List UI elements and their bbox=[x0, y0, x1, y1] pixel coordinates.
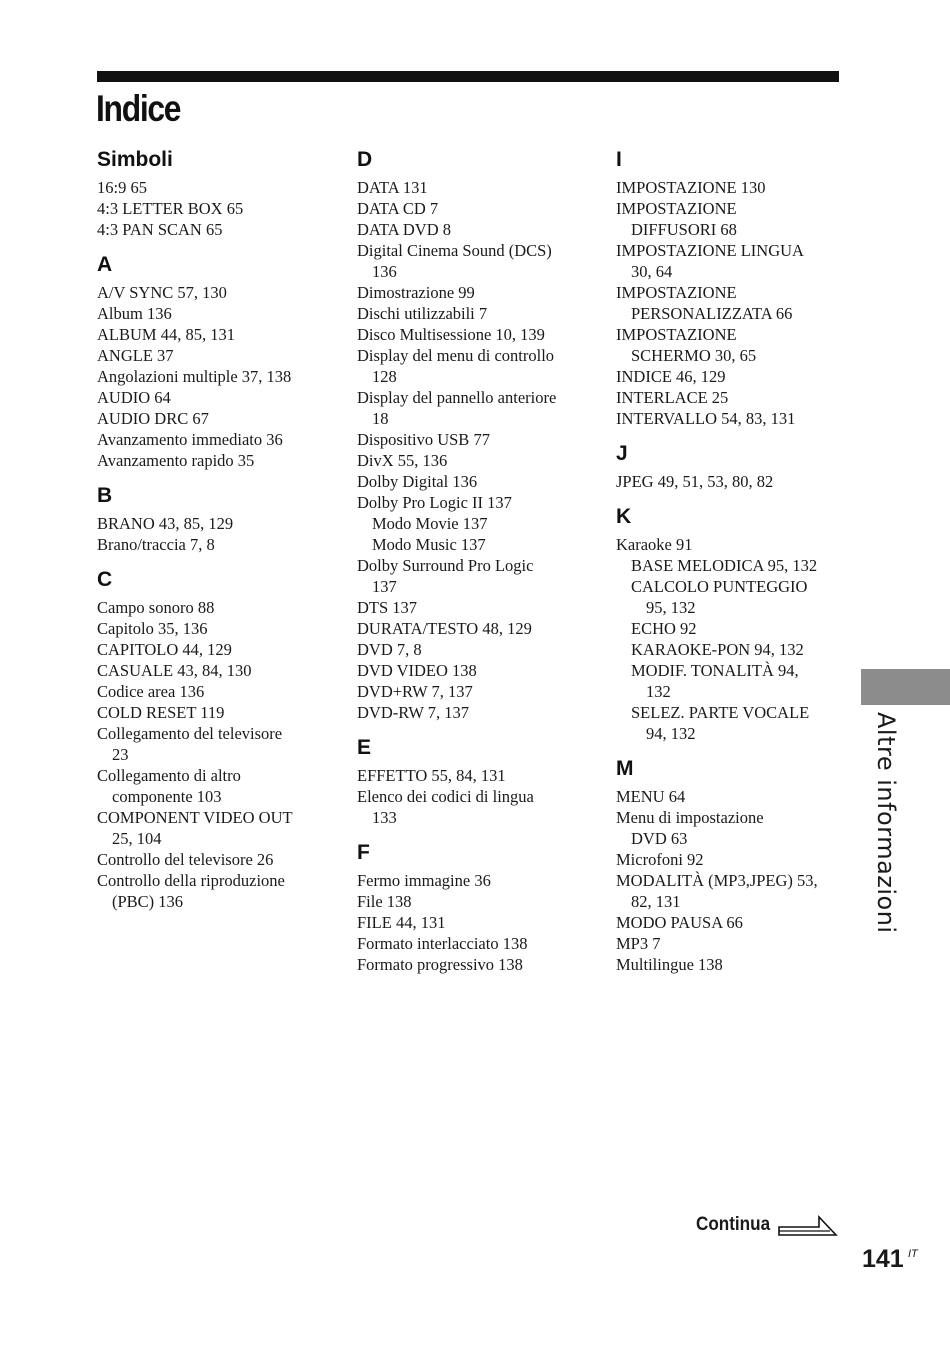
section-heading: B bbox=[97, 484, 113, 507]
section-heading: I bbox=[616, 148, 622, 171]
index-entry: Dolby Digital 136 bbox=[357, 472, 478, 491]
index-section bbox=[97, 145, 337, 240]
index-entry: Campo sonoro 88 bbox=[97, 598, 215, 617]
index-entry: 16:9 65 bbox=[97, 178, 147, 197]
index-column-1 bbox=[97, 145, 337, 912]
index-entry: AUDIO DRC 67 bbox=[97, 409, 209, 428]
index-entry: DivX 55, 136 bbox=[357, 451, 448, 470]
index-entry: 136 bbox=[372, 262, 397, 281]
index-entry: DATA 131 bbox=[357, 178, 428, 197]
index-entry: Capitolo 35, 136 bbox=[97, 619, 208, 638]
section-heading: K bbox=[616, 505, 632, 528]
index-section bbox=[616, 439, 856, 492]
index-entry: Angolazioni multiple 37, 138 bbox=[97, 367, 292, 386]
index-entry: MODALITÀ (MP3,JPEG) 53, bbox=[616, 871, 818, 890]
index-entry: MENU 64 bbox=[616, 787, 686, 806]
index-entry: INTERVALLO 54, 83, 131 bbox=[616, 409, 796, 428]
page-title: Indice bbox=[96, 88, 181, 129]
index-entry: CAPITOLO 44, 129 bbox=[97, 640, 232, 659]
index-column-3 bbox=[616, 145, 856, 975]
index-section bbox=[616, 145, 856, 429]
index-entry: Codice area 136 bbox=[97, 682, 205, 701]
index-entry: Dolby Pro Logic II 137 bbox=[357, 493, 512, 512]
index-entry: MP3 7 bbox=[616, 934, 661, 953]
index-entry: Collegamento di altro bbox=[97, 766, 241, 785]
index-section bbox=[97, 250, 337, 471]
index-entry: 4:3 LETTER BOX 65 bbox=[97, 199, 244, 218]
index-entry: IMPOSTAZIONE bbox=[616, 325, 737, 344]
section-heading: J bbox=[616, 442, 628, 465]
index-entry: Karaoke 91 bbox=[616, 535, 693, 554]
index-entry: COMPONENT VIDEO OUT bbox=[97, 808, 293, 827]
index-entry: INTERLACE 25 bbox=[616, 388, 729, 407]
index-entry: IMPOSTAZIONE LINGUA bbox=[616, 241, 804, 260]
index-entry: Formato progressivo 138 bbox=[357, 955, 523, 974]
index-entry: Album 136 bbox=[97, 304, 172, 323]
index-entry: FILE 44, 131 bbox=[357, 913, 446, 932]
index-entry: Fermo immagine 36 bbox=[357, 871, 491, 890]
index-entry: Display del menu di controllo bbox=[357, 346, 555, 365]
index-entry: Collegamento del televisore bbox=[97, 724, 283, 743]
index-entry: Formato interlacciato 138 bbox=[357, 934, 528, 953]
index-entry: 133 bbox=[372, 808, 397, 827]
page-language-suffix: IT bbox=[908, 1248, 918, 1260]
side-tab-marker bbox=[861, 669, 950, 705]
index-entry: (PBC) 136 bbox=[112, 892, 184, 911]
section-heading: D bbox=[357, 148, 373, 171]
index-entry: Modo Music 137 bbox=[372, 535, 486, 554]
index-entry: componente 103 bbox=[112, 787, 222, 806]
index-entry: ANGLE 37 bbox=[97, 346, 174, 365]
index-entry: IMPOSTAZIONE 130 bbox=[616, 178, 766, 197]
section-heading: E bbox=[357, 736, 372, 759]
section-heading: F bbox=[357, 841, 370, 864]
index-entry: Multilingue 138 bbox=[616, 955, 723, 974]
index-entry: DIFFUSORI 68 bbox=[631, 220, 737, 239]
index-entry: Disco Multisessione 10, 139 bbox=[357, 325, 545, 344]
index-entry: MODO PAUSA 66 bbox=[616, 913, 743, 932]
index-entry: 25, 104 bbox=[112, 829, 162, 848]
index-entry: Modo Movie 137 bbox=[372, 514, 488, 533]
index-entry: AUDIO 64 bbox=[97, 388, 171, 407]
index-section bbox=[357, 733, 597, 828]
index-entry: Controllo della riproduzione bbox=[97, 871, 285, 890]
index-entry: Digital Cinema Sound (DCS) bbox=[357, 241, 552, 260]
index-entry: IMPOSTAZIONE bbox=[616, 199, 737, 218]
index-entry: 23 bbox=[112, 745, 129, 764]
index-entry: KARAOKE-PON 94, 132 bbox=[631, 640, 804, 659]
index-entry: Brano/traccia 7, 8 bbox=[97, 535, 215, 554]
index-entry: Display del pannello anteriore bbox=[357, 388, 557, 407]
index-entry: IMPOSTAZIONE bbox=[616, 283, 737, 302]
index-section bbox=[357, 838, 597, 975]
index-section bbox=[616, 502, 856, 744]
index-entry: INDICE 46, 129 bbox=[616, 367, 726, 386]
index-entry: DVD-RW 7, 137 bbox=[357, 703, 469, 722]
continue-arrow-icon bbox=[778, 1214, 838, 1238]
page-number: 141 bbox=[862, 1245, 904, 1273]
index-entry: DATA DVD 8 bbox=[357, 220, 452, 239]
index-entry: 95, 132 bbox=[646, 598, 696, 617]
index-section bbox=[97, 565, 337, 912]
index-entry: 18 bbox=[372, 409, 389, 428]
index-entry: DTS 137 bbox=[357, 598, 418, 617]
index-entry: 132 bbox=[646, 682, 671, 701]
section-heading: A bbox=[97, 253, 113, 276]
index-entry: CASUALE 43, 84, 130 bbox=[97, 661, 252, 680]
index-entry: COLD RESET 119 bbox=[97, 703, 225, 722]
index-entry: A/V SYNC 57, 130 bbox=[97, 283, 227, 302]
index-section bbox=[97, 481, 337, 555]
section-heading: C bbox=[97, 568, 113, 591]
index-entry: 4:3 PAN SCAN 65 bbox=[97, 220, 223, 239]
section-heading: M bbox=[616, 757, 634, 780]
index-entry: BASE MELODICA 95, 132 bbox=[631, 556, 818, 575]
index-entry: DVD+RW 7, 137 bbox=[357, 682, 473, 701]
index-entry: Avanzamento immediato 36 bbox=[97, 430, 283, 449]
index-entry: ALBUM 44, 85, 131 bbox=[97, 325, 235, 344]
index-entry: 82, 131 bbox=[631, 892, 681, 911]
index-entry: PERSONALIZZATA 66 bbox=[631, 304, 793, 323]
index-entry: Dimostrazione 99 bbox=[357, 283, 475, 302]
index-entry: DVD 63 bbox=[631, 829, 688, 848]
index-entry: 94, 132 bbox=[646, 724, 696, 743]
index-entry: JPEG 49, 51, 53, 80, 82 bbox=[616, 472, 774, 491]
index-entry: SELEZ. PARTE VOCALE bbox=[631, 703, 810, 722]
index-entry: Dolby Surround Pro Logic bbox=[357, 556, 534, 575]
index-section bbox=[357, 145, 597, 723]
index-entry: 128 bbox=[372, 367, 397, 386]
index-column-2 bbox=[357, 145, 597, 975]
index-entry: DATA CD 7 bbox=[357, 199, 439, 218]
index-entry: Menu di impostazione bbox=[616, 808, 764, 827]
index-entry: MODIF. TONALITÀ 94, bbox=[631, 661, 799, 680]
index-entry: CALCOLO PUNTEGGIO bbox=[631, 577, 808, 596]
index-entry: Elenco dei codici di lingua bbox=[357, 787, 534, 806]
index-entry: BRANO 43, 85, 129 bbox=[97, 514, 234, 533]
section-heading: Simboli bbox=[97, 148, 173, 171]
index-entry: Dispositivo USB 77 bbox=[357, 430, 490, 449]
index-entry: DVD 7, 8 bbox=[357, 640, 422, 659]
index-entry: ECHO 92 bbox=[631, 619, 697, 638]
continue-label: Continua bbox=[696, 1214, 771, 1235]
index-entry: Dischi utilizzabili 7 bbox=[357, 304, 488, 323]
index-entry: Avanzamento rapido 35 bbox=[97, 451, 255, 470]
index-entry: 30, 64 bbox=[631, 262, 673, 281]
index-entry: File 138 bbox=[357, 892, 412, 911]
index-entry: DVD VIDEO 138 bbox=[357, 661, 477, 680]
index-section bbox=[616, 754, 856, 975]
top-rule bbox=[97, 71, 839, 82]
index-entry: Microfoni 92 bbox=[616, 850, 704, 869]
side-tab-label: Altre informazioni bbox=[872, 712, 900, 934]
index-entry: SCHERMO 30, 65 bbox=[631, 346, 757, 365]
index-entry: Controllo del televisore 26 bbox=[97, 850, 274, 869]
index-entry: DURATA/TESTO 48, 129 bbox=[357, 619, 532, 638]
index-entry: EFFETTO 55, 84, 131 bbox=[357, 766, 506, 785]
index-entry: 137 bbox=[372, 577, 397, 596]
